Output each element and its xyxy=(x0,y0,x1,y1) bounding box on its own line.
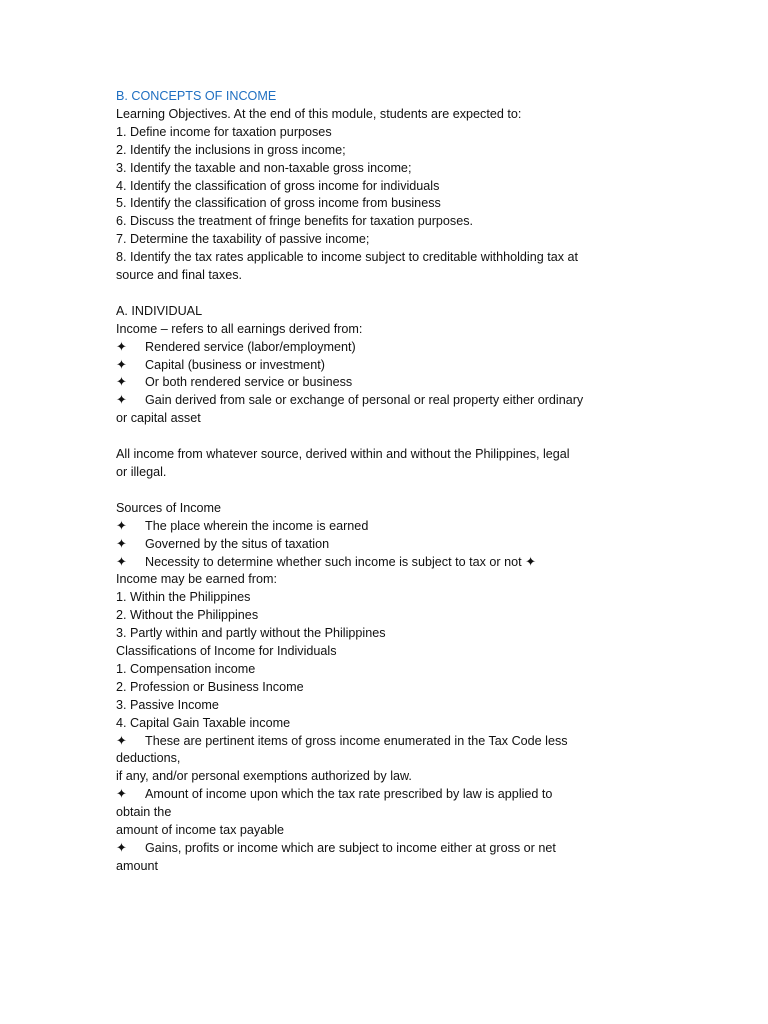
star-bullet-icon: ✦ xyxy=(116,357,127,373)
star-bullet-icon: ✦ xyxy=(116,841,127,857)
bullet-text: Gain derived from sale or exchange of personal or real property either ordinary xyxy=(145,393,584,408)
bullet-item xyxy=(116,536,656,554)
bullet-item xyxy=(116,392,656,410)
paragraph-gap xyxy=(116,285,656,303)
classification-item: 2. Profession or Business Income xyxy=(116,679,304,694)
bullet-text: Governed by the situs of taxation xyxy=(145,536,330,551)
bullet-item xyxy=(116,339,656,357)
star-bullet-icon: ✦ xyxy=(116,787,127,803)
objective-item: 2. Identify the inclusions in gross income; xyxy=(116,142,346,157)
bullet-item xyxy=(116,733,656,751)
earned-from-item: 3. Partly within and partly without the Philippines xyxy=(116,626,386,641)
star-bullet-icon: ✦ xyxy=(116,554,127,570)
bullet-continued: amount xyxy=(116,858,159,873)
classification-item: 4. Capital Gain Taxable income xyxy=(116,715,291,730)
paragraph-gap xyxy=(116,428,656,446)
objective-item-continued: source and final taxes. xyxy=(116,268,243,283)
paragraph-gap xyxy=(116,482,656,500)
bullet-text: Amount of income upon which the tax rate prescribed by law is applied to xyxy=(145,787,553,802)
classification-item: 1. Compensation income xyxy=(116,661,256,676)
objective-item: 4. Identify the classification of gross income for individuals xyxy=(116,178,440,193)
bullet-item xyxy=(116,518,656,536)
earned-from-title: Income may be earned from: xyxy=(116,572,277,587)
bullet-continued: or capital asset xyxy=(116,411,201,426)
star-bullet-icon: ✦ xyxy=(116,518,127,534)
individual-title: A. INDIVIDUAL xyxy=(116,303,203,318)
star-bullet-icon: ✦ xyxy=(116,536,127,552)
bullet-continued: obtain the xyxy=(116,805,172,820)
star-bullet-icon: ✦ xyxy=(116,375,127,391)
star-bullet-icon: ✦ xyxy=(116,393,127,409)
bullet-text: Capital (business or investment) xyxy=(145,357,325,372)
bullet-item xyxy=(116,786,656,804)
bullet-continued: if any, and/or personal exemptions authorized by law. xyxy=(116,769,412,784)
sources-title: Sources of Income xyxy=(116,500,221,515)
objective-item: 7. Determine the taxability of passive income; xyxy=(116,232,370,247)
bullet-continued: deductions, xyxy=(116,751,181,766)
bullet-continued: amount of income tax payable xyxy=(116,823,285,838)
bullet-item xyxy=(116,840,656,858)
objective-item: 6. Discuss the treatment of fringe benefits for taxation purposes. xyxy=(116,214,474,229)
bullet-text: These are pertinent items of gross income enumerated in the Tax Code less xyxy=(145,733,568,748)
all-income-line: or illegal. xyxy=(116,465,167,479)
bullet-text: Gains, profits or income which are subject to income either at gross or net xyxy=(145,841,556,856)
objectives-intro: Learning Objectives. At the end of this module, students are expected to: xyxy=(116,106,522,121)
star-bullet-icon: ✦ xyxy=(525,554,536,570)
bullet-text: Rendered service (labor/employment) xyxy=(145,339,356,354)
document-page xyxy=(116,88,656,876)
star-bullet-icon: ✦ xyxy=(116,339,127,355)
income-definition: Income – refers to all earnings derived from: xyxy=(116,321,363,336)
earned-from-item: 2. Without the Philippines xyxy=(116,608,259,623)
bullet-item xyxy=(116,357,656,375)
classification-item: 3. Passive Income xyxy=(116,697,219,712)
objective-item: 1. Define income for taxation purposes xyxy=(116,124,332,139)
classifications-title: Classifications of Income for Individuals xyxy=(116,644,337,659)
bullet-item xyxy=(116,554,656,572)
bullet-text: Necessity to determine whether such income is subject to tax or not xyxy=(145,554,522,569)
objective-item: 3. Identify the taxable and non-taxable gross income; xyxy=(116,160,412,175)
objective-item: 5. Identify the classification of gross income from business xyxy=(116,196,441,211)
section-heading: B. CONCEPTS OF INCOME xyxy=(116,89,277,103)
earned-from-item: 1. Within the Philippines xyxy=(116,590,251,605)
objective-item: 8. Identify the tax rates applicable to income subject to creditable withholding tax at xyxy=(116,250,579,265)
bullet-item xyxy=(116,374,656,392)
all-income-line: All income from whatever source, derived within and without the Philippines, legal xyxy=(116,447,570,462)
bullet-text: Or both rendered service or business xyxy=(145,375,353,390)
star-bullet-icon: ✦ xyxy=(116,733,127,749)
bullet-text: The place wherein the income is earned xyxy=(145,518,369,533)
